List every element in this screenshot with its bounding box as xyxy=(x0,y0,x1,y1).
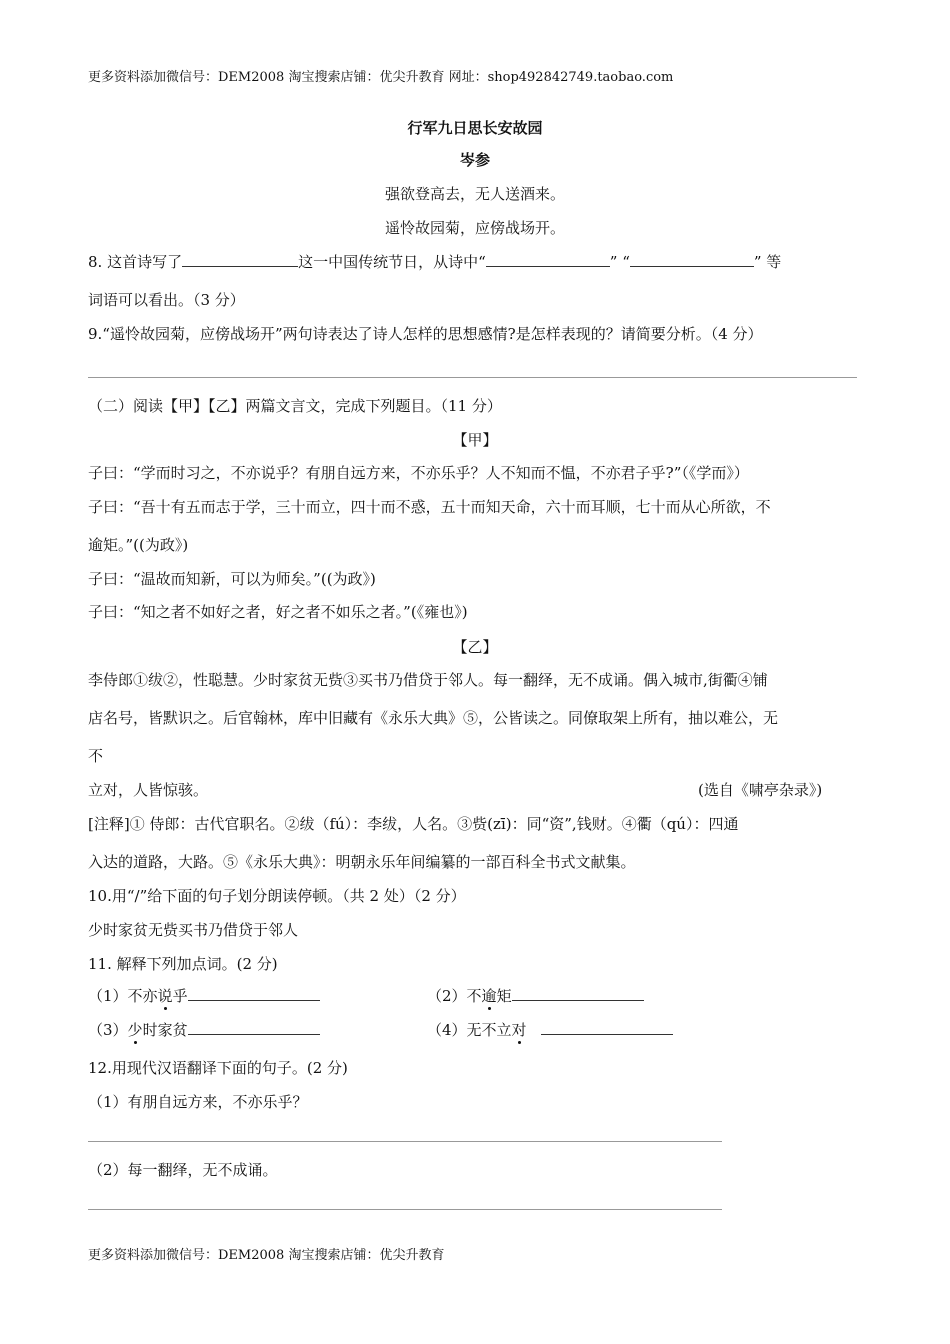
q12-answer-line-2[interactable] xyxy=(88,1209,722,1210)
q12-answer-line-1[interactable] xyxy=(88,1141,722,1142)
notes-line-2: 入达的道路，大路。⑤《永乐大典》：明朝永乐年间编纂的一部百科全书式文献集。 xyxy=(88,853,636,871)
question-11: 11. 解释下列加点词。(2 分) xyxy=(88,955,278,973)
yi-line-4: 立对，人皆惊骇。 xyxy=(88,781,209,799)
jia-heading: 【甲】 xyxy=(452,431,498,449)
q11-blank-1[interactable] xyxy=(188,986,320,1001)
q12-sentence-1: （1）有朋自远方来，不亦乐乎？ xyxy=(88,1093,308,1111)
poem-title: 行军九日思长安故园 xyxy=(407,119,543,137)
question-10: 10.用“/”给下面的句子划分朗读停顿。（共 2 处）（2 分） xyxy=(88,887,466,905)
q11-blank-3[interactable] xyxy=(188,1020,320,1035)
q11-dotted-word-4: 对 xyxy=(511,1021,527,1039)
jia-line-1: 子曰：“学而时习之，不亦说乎？有朋自远方来，不亦乐乎？人不知而不愠，不亦君子乎?”（《学而》） xyxy=(88,464,749,482)
yi-line-1: 李侍郎①绂②，性聪慧。少时家贫无赀③买书乃借贷于邻人。每一翻绎，无不成诵。偶入城市,街衢④铺 xyxy=(88,671,768,689)
q8-blank-2[interactable] xyxy=(486,252,610,267)
q11-dotted-word-1: 说 xyxy=(157,987,173,1005)
yi-line-2: 店名号，皆默识之。后官翰林，库中旧藏有《永乐大典》⑤，公皆读之。同僚取架上所有，抽以难公，无 xyxy=(88,709,779,727)
yi-heading: 【乙】 xyxy=(452,638,498,656)
q8-continuation: 词语可以看出。（3 分） xyxy=(88,291,245,309)
q8-part-2: 这一中国传统节日，从诗中“ xyxy=(298,253,486,271)
jia-line-2: 子曰：“吾十有五而志于学，三十而立，四十而不惑，五十而知天命，六十而耳顺，七十而从心所欲，不 xyxy=(88,498,771,516)
poem-line-1: 强欲登高去，无人送酒来。 xyxy=(384,185,565,203)
q11-dotted-word-2: 逾 xyxy=(481,987,497,1005)
section-2-heading: （二）阅读【甲】【乙】两篇文言文，完成下列题目。（11 分） xyxy=(88,397,502,415)
q11-blank-2[interactable] xyxy=(512,986,644,1001)
q10-sentence: 少时家贫无赀买书乃借贷于邻人 xyxy=(88,921,299,939)
notes-line-1: [注释]① 侍郎：古代官职名。②绂（fú）：李绂，人名。③赀(zī)：同“资”,钱财。④衢（qú）：四通 xyxy=(88,815,739,833)
jia-line-4: 子曰：“温故而知新，可以为师矣。”((为政》) xyxy=(88,570,376,588)
page-footer: 更多资料添加微信号：DEM2008 淘宝搜索店铺：优尖升教育 xyxy=(88,1248,445,1263)
question-8 xyxy=(88,252,781,272)
yi-source: (选自《啸亭杂录》) xyxy=(698,781,823,799)
jia-line-5: 子曰：“知之者不如好之者，好之者不如乐之者。”(《雍也》) xyxy=(88,603,468,621)
q8-blank-1[interactable] xyxy=(182,252,298,267)
q12-sentence-2: （2）每一翻绎，无不成诵。 xyxy=(88,1161,278,1179)
q8-part-1: 8. 这首诗写了 xyxy=(88,253,183,271)
q8-part-3: ” “ xyxy=(609,253,630,271)
q11-item-1: （1）不亦说乎 xyxy=(88,986,320,1006)
jia-line-3: 逾矩。”((为政》) xyxy=(88,536,189,554)
q11-dotted-word-3: 少 xyxy=(127,1021,143,1039)
question-9: 9.“遥怜故园菊，应傍战场开”两句诗表达了诗人怎样的思想感情?是怎样表现的？请简要分析。（4 分） xyxy=(88,325,763,343)
q8-blank-3[interactable] xyxy=(630,252,754,267)
q11-item-2: （2）不逾矩 xyxy=(427,986,644,1006)
poem-author: 岑参 xyxy=(459,151,490,169)
q11-item-3: （3）少时家贫 xyxy=(88,1020,320,1040)
q11-item-4: （4）无不立对 xyxy=(427,1020,673,1040)
q8-part-4: ” 等 xyxy=(753,253,782,271)
yi-line-3: 不 xyxy=(88,747,104,765)
q9-answer-line[interactable] xyxy=(88,377,857,378)
q11-blank-4[interactable] xyxy=(541,1020,673,1035)
poem-line-2: 遥怜故园菊，应傍战场开。 xyxy=(384,219,565,237)
question-12: 12.用现代汉语翻译下面的句子。(2 分) xyxy=(88,1059,348,1077)
page-header: 更多资料添加微信号：DEM2008 淘宝搜索店铺：优尖升教育 网址：shop492842749.taobao.com xyxy=(88,70,674,85)
